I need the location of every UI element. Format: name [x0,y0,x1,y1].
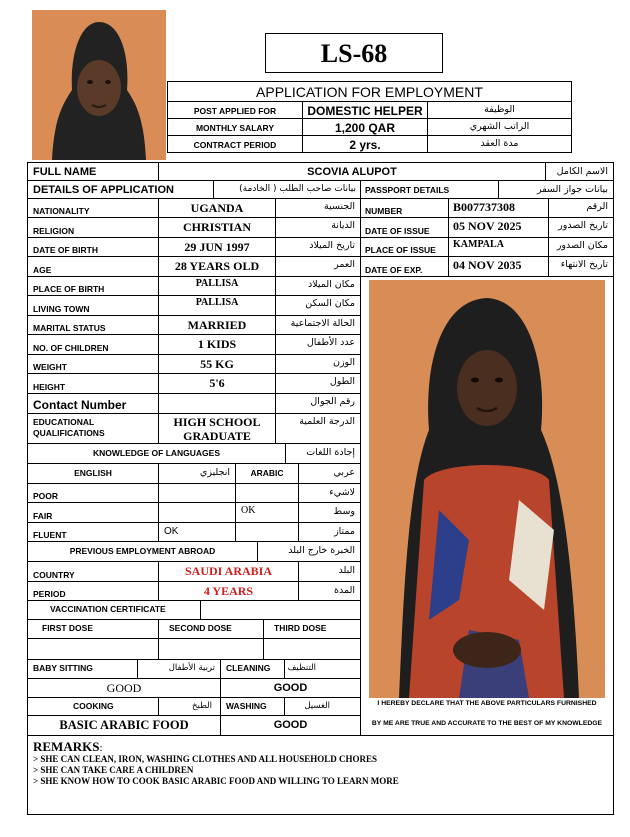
birthplace-ar: مكان الميلاد [307,279,355,290]
poor-ar: لاشيء [329,487,355,498]
passport-header-ar: بيانات جواز السفر [537,184,608,195]
post-ar-cell [427,101,572,119]
living-town-ar-cell [275,295,361,316]
fair-label: FAIR [33,511,53,521]
salary-ar-cell [427,118,572,136]
cooking-value: BASIC ARABIC FOOD [59,718,189,732]
declaration-line2: BY ME ARE TRUE AND ACCURATE TO THE BEST OF MY KNOWLEDGE [371,720,603,727]
baby-sitting-label-cell [27,659,138,679]
nationality-value-cell [158,198,276,218]
first-dose-label: FIRST DOSE [42,623,94,633]
declaration-line1: I HEREBY DECLARE THAT THE ABOVE PARTICULARS FURNISHED [377,700,597,707]
vaccination-label: VACCINATION CERTIFICATE [50,604,166,614]
dob-value-cell [158,237,276,257]
english-ar: انجليزي [199,467,230,478]
fair-ar-cell [298,502,361,523]
previous-employment-ar: الخبرة خارج البلد [288,545,355,556]
education-value-line2: GRADUATE [183,429,251,443]
expiry-label: DATE OF EXP. [365,265,423,275]
languages-label: KNOWLEDGE OF LANGUAGES [92,448,221,458]
living-town-label-cell [27,295,159,316]
marital-value: MARRIED [187,318,247,332]
contact-ar-cell [275,393,361,414]
marital-ar-cell [275,315,361,335]
details-header-ar-cell [213,180,361,199]
poor-label: POOR [33,491,59,501]
baby-sitting-ar: تربية الأطفال [168,663,215,673]
living-town-value-cell [158,295,276,316]
cleaning-value: GOOD [273,682,308,694]
children-ar: عدد الأطفال [306,337,355,348]
remark-line-1: > SHE CAN CLEAN, IRON, WASHING CLOTHES AND ALL HOUSEHOLD CHORES [33,754,378,764]
children-label-cell [27,334,159,355]
nationality-ar: الجنسية [324,201,355,212]
remark-line-2: > SHE CAN TAKE CARE A CHILDREN [33,765,194,775]
full-name-label-cell [27,162,159,181]
nationality-value: UGANDA [190,201,244,215]
country-label: COUNTRY [33,570,75,580]
application-title-box [167,81,572,102]
full-name-ar-cell [545,162,614,181]
expiry-label-cell [360,256,449,277]
living-town-value: PALLISA [195,297,239,308]
issue-date-value-cell [448,217,549,238]
fluent-english-value: OK [164,526,179,537]
full-name-label: FULL NAME [33,166,97,178]
issue-date-ar: تاريخ الصدور [558,220,608,231]
weight-value: 55 KG [200,357,234,371]
full-name-value-cell [158,162,546,181]
dob-label: DATE OF BIRTH [33,245,99,255]
cleaning-label: CLEANING [226,663,271,673]
birthplace-value-cell [158,276,276,296]
country-ar-cell [298,561,361,582]
salary-ar: الراتب الشهري [469,121,530,132]
remarks-box [27,735,614,815]
baby-sitting-label: BABY SITTING [33,663,93,673]
poor-label-cell [27,483,159,503]
baby-sitting-value-cell [27,678,221,698]
expiry-value: 04 NOV 2035 [453,258,522,272]
birthplace-label-cell [27,276,159,296]
cleaning-ar-cell [284,659,361,679]
reference-code-box [265,33,443,73]
weight-label: WEIGHT [33,362,67,372]
birthplace-value: PALLISA [195,278,239,289]
details-header-label: DETAILS OF APPLICATION [33,184,174,196]
height-value: 5'6 [209,376,225,390]
education-value-cell [158,413,276,444]
contact-value-cell[interactable] [158,393,276,414]
post-label: POST APPLIED FOR [193,106,277,116]
country-value-cell [158,561,299,582]
period-value: 4 YEARS [203,584,254,598]
washing-ar: الغسيل [304,701,330,711]
passport-number-ar: الرقم [586,201,608,212]
age-label-cell [27,256,159,277]
fluent-ar: ممتاز [334,526,355,537]
vaccination-label-cell [27,600,201,620]
marital-label: MARITAL STATUS [33,323,106,333]
washing-ar-cell [284,697,361,716]
education-ar-cell [275,413,361,444]
marital-value-cell [158,315,276,335]
arabic-label: ARABIC [250,468,284,478]
age-ar-cell [275,256,361,277]
fluent-english-cell [158,522,236,542]
contract-label: CONTRACT PERIOD [193,140,277,150]
remarks-label: REMARKS [33,739,100,754]
languages-label-cell [27,443,286,464]
height-ar-cell [275,373,361,394]
salary-value-cell [302,118,428,136]
fluent-label: FLUENT [33,530,67,540]
fluent-arabic-cell [235,522,299,542]
post-value-cell [302,101,428,119]
issue-date-ar-cell [548,217,614,238]
expiry-ar: تاريخ الانتهاء [560,259,608,270]
cooking-label-cell [27,697,159,716]
issue-place-label-cell [360,237,449,257]
religion-label-cell [27,217,159,238]
age-ar: العمر [334,259,355,270]
issue-date-value: 05 NOV 2025 [453,219,522,233]
cooking-value-cell [27,715,221,736]
children-value-cell [158,334,276,355]
fair-arabic-cell [235,502,299,523]
dob-label-cell [27,237,159,257]
period-ar-cell [298,581,361,601]
languages-ar-cell [285,443,361,464]
period-value-cell [158,581,299,601]
passport-number-label-cell [360,198,449,218]
living-town-ar: مكان السكن [305,298,355,309]
country-ar: البلد [338,565,355,576]
languages-ar: إجادة اللغات [306,447,355,458]
passport-number-ar-cell [548,198,614,218]
third-dose-label: THIRD DOSE [274,623,327,633]
marital-label-cell [27,315,159,335]
baby-sitting-value: GOOD [106,681,142,695]
nationality-label: NATIONALITY [33,206,90,216]
age-label: AGE [33,265,52,275]
application-title: APPLICATION FOR EMPLOYMENT [256,84,483,100]
contact-ar: رقم الجوال [310,396,355,407]
education-value-line1: HIGH SCHOOL [173,415,261,429]
cooking-ar-cell [158,697,221,716]
details-header-cell [27,180,214,199]
arabic-label-cell [235,463,299,484]
cleaning-label-cell [220,659,285,679]
full-name-value: SCOVIA ALUPOT [307,166,397,178]
english-label-cell [27,463,159,484]
contract-label-cell [167,135,303,153]
arabic-ar: عربي [333,467,355,478]
nationality-label-cell [27,198,159,218]
previous-employment-label-cell [27,541,258,562]
height-label: HEIGHT [33,382,66,392]
period-ar: المدة [334,585,355,596]
fluent-label-cell [27,522,159,542]
expiry-ar-cell [548,256,614,277]
remarks-heading: REMARKS: [33,739,103,754]
full-name-ar: الاسم الكامل [556,166,608,177]
washing-value: GOOD [273,719,308,731]
religion-ar: الديانة [331,220,355,231]
english-ar-cell [158,463,236,484]
cleaning-ar: التنظيف [287,663,316,673]
religion-label: RELIGION [33,226,75,236]
portrait-photo [32,10,166,160]
third-dose-value-cell[interactable] [263,638,361,660]
third-dose-label-cell [263,619,361,639]
country-label-cell [27,561,159,582]
poor-ar-cell [298,483,361,503]
marital-ar: الحالة الاجتماعية [290,318,355,329]
salary-label-cell [167,118,303,136]
period-label-cell [27,581,159,601]
baby-sitting-ar-cell [137,659,221,679]
education-label: EDUCATIONAL QUALIFICATIONS [33,417,105,438]
fair-english-cell [158,502,236,523]
passport-number-value: B007737308 [453,200,516,214]
second-dose-label: SECOND DOSE [169,623,232,633]
passport-header-label: PASSPORT DETAILS [365,185,450,195]
passport-header-cell [360,180,499,199]
second-dose-value-cell[interactable] [158,638,264,660]
age-value: 28 YEARS OLD [174,259,260,273]
photo-declaration-frame [360,276,614,736]
dob-ar-cell [275,237,361,257]
contract-ar-cell [427,135,572,153]
nationality-ar-cell [275,198,361,218]
first-dose-value-cell[interactable] [27,638,159,660]
first-dose-label-cell [27,619,159,639]
passport-number-label: NUMBER [365,206,403,216]
previous-employment-label: PREVIOUS EMPLOYMENT ABROAD [69,546,216,556]
fair-arabic-value: OK [241,505,256,516]
issue-place-label: PLACE OF ISSUE [365,245,436,255]
post-label-cell [167,101,303,119]
contact-label-cell [27,393,159,414]
children-ar-cell [275,334,361,355]
period-label: PERIOD [33,589,66,599]
cooking-label: COOKING [73,701,114,711]
issue-date-label: DATE OF ISSUE [365,226,430,236]
children-value: 1 KIDS [197,337,237,351]
height-value-cell [158,373,276,394]
dob-value: 29 JUN 1997 [184,240,250,254]
dob-ar: تاريخ الميلاد [309,240,355,251]
issue-place-ar-cell [548,237,614,257]
religion-value: CHRISTIAN [182,220,251,234]
religion-ar-cell [275,217,361,238]
post-value: DOMESTIC HELPER [307,104,423,118]
salary-value: 1,200 QAR [334,121,396,135]
issue-date-label-cell [360,217,449,238]
country-value: SAUDI ARABIA [184,564,273,578]
weight-value-cell [158,354,276,374]
issue-place-ar: مكان الصدور [556,240,608,251]
age-value-cell [158,256,276,277]
english-label: ENGLISH [74,468,112,478]
details-header-ar: بيانات صاحب الطلب ( الخادمة) [239,184,356,194]
remark-line-3: > SHE KNOW HOW TO COOK BASIC ARABIC FOOD AND WILLING TO LEARN MORE [33,776,399,786]
weight-label-cell [27,354,159,374]
washing-label: WASHING [226,701,267,711]
cleaning-value-cell [220,678,361,698]
reference-code: LS-68 [320,39,388,68]
fair-label-cell [27,502,159,523]
portrait-photo-image [32,10,166,160]
weight-ar-cell [275,354,361,374]
living-town-label: LIVING TOWN [33,304,90,314]
children-label: NO. OF CHILDREN [33,343,109,353]
birthplace-ar-cell [275,276,361,296]
education-label-cell [27,413,159,444]
contract-value-cell [302,135,428,153]
post-ar: الوظيفة [484,104,515,115]
second-dose-label-cell [158,619,264,639]
expiry-value-cell [448,256,549,277]
fair-ar: وسط [333,506,355,517]
contract-ar: مدة العقد [480,138,519,149]
arabic-ar-cell [298,463,361,484]
washing-value-cell [220,715,361,736]
fluent-ar-cell [298,522,361,542]
weight-ar: الوزن [332,357,355,368]
contact-label: Contact Number [33,398,127,412]
issue-place-value: KAMPALA [453,239,504,250]
education-ar: الدرجة العلمية [299,416,355,427]
issue-place-value-cell [448,237,549,257]
poor-arabic-cell [235,483,299,503]
cooking-ar: الطبخ [192,701,212,711]
passport-number-value-cell [448,198,549,218]
height-label-cell [27,373,159,394]
birthplace-label: PLACE OF BIRTH [33,284,105,294]
previous-employment-ar-cell [257,541,361,562]
passport-header-ar-cell [498,180,614,199]
height-ar: الطول [329,376,355,387]
salary-label: MONTHLY SALARY [195,123,275,133]
contract-value: 2 yrs. [349,138,381,152]
washing-label-cell [220,697,285,716]
religion-value-cell [158,217,276,238]
poor-english-cell [158,483,236,503]
